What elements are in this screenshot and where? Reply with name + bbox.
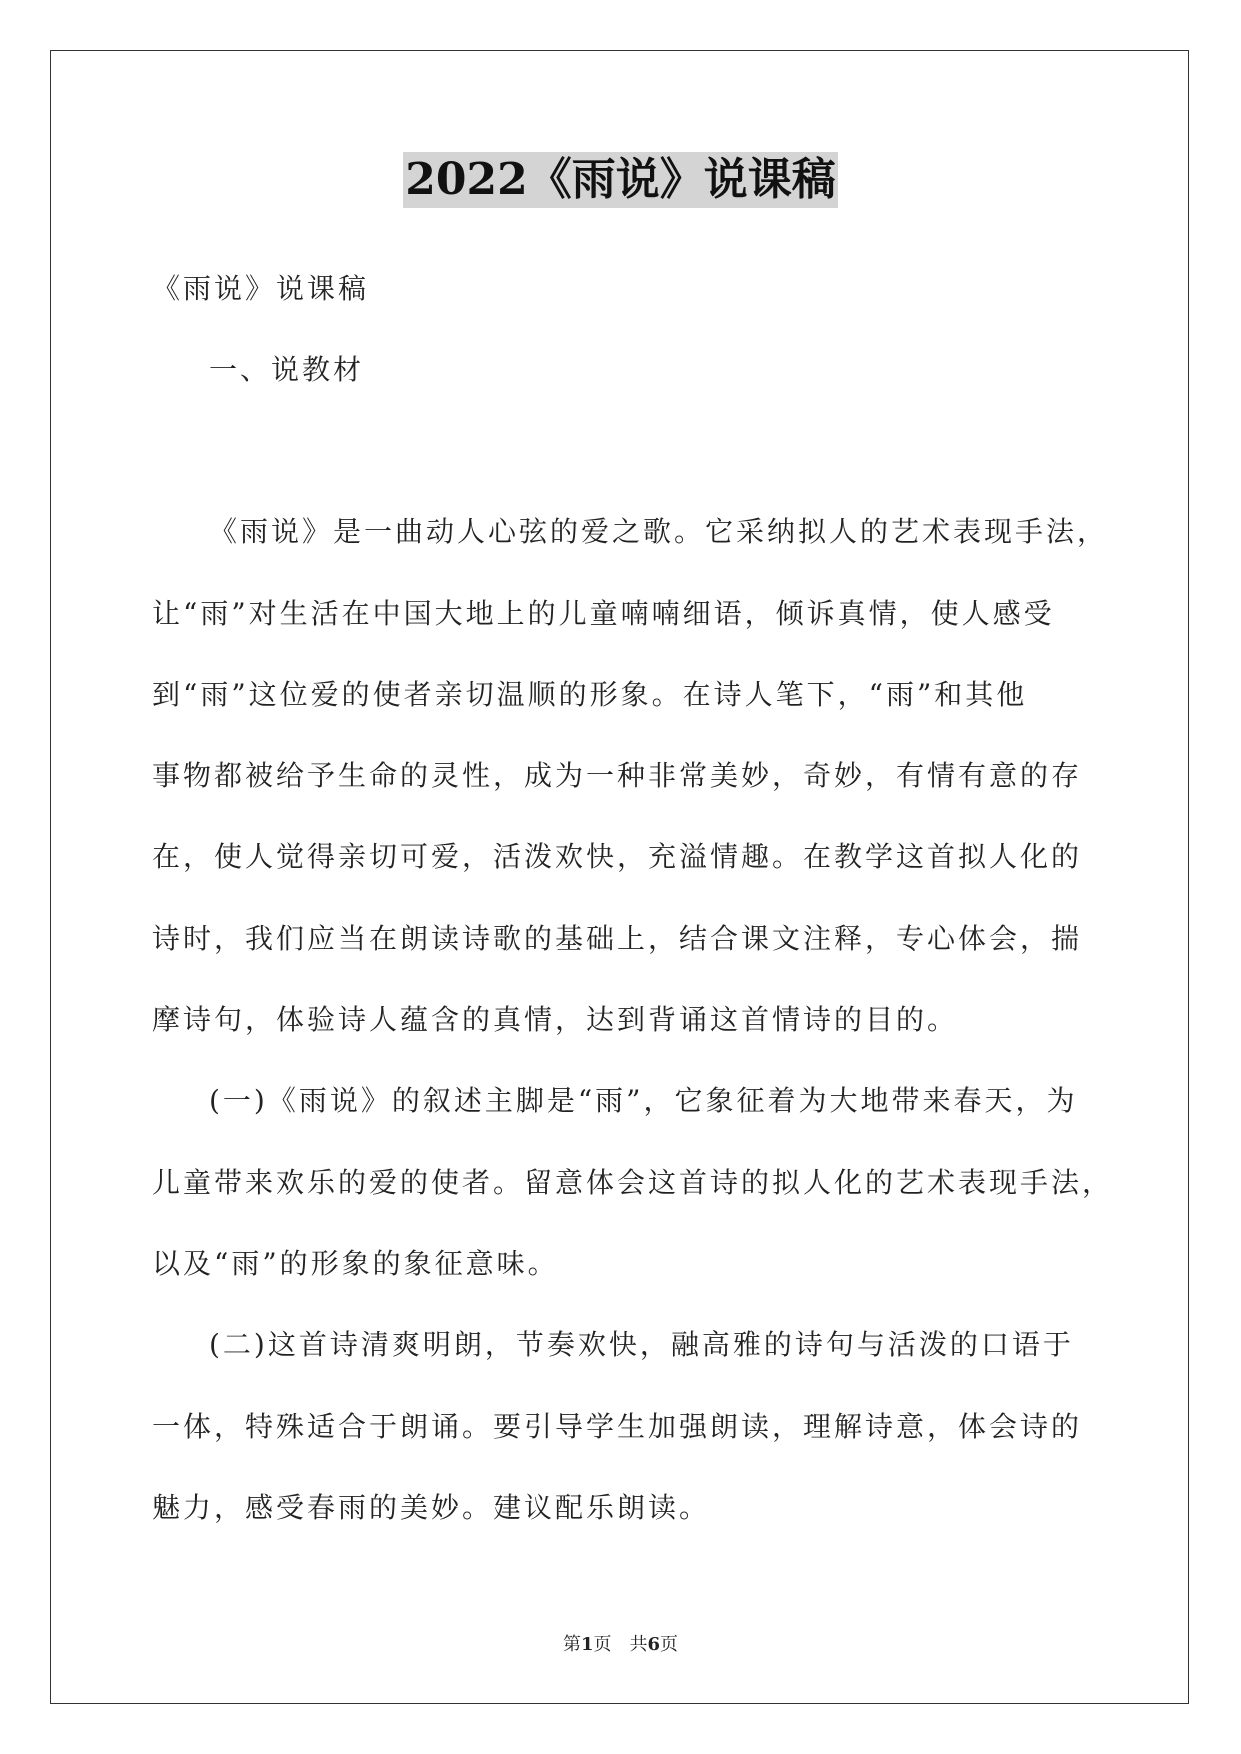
paragraph-line: 《雨说》是一曲动人心弦的爱之歌。它采纳拟人的艺术表现手法， [209, 515, 1109, 548]
paragraph-line: 以及“雨”的形象的象征意味。 [152, 1247, 559, 1280]
footer-prefix: 第 [562, 1634, 581, 1655]
page-footer [0, 1630, 1241, 1656]
footer-suffix: 页 [660, 1634, 679, 1655]
document-subtitle: 《雨说》说课稿 [152, 272, 370, 305]
paragraph-line: 在，使人觉得亲切可爱，活泼欢快，充溢情趣。在教学这首拟人化的 [152, 840, 1083, 873]
paragraph-line: 让“雨”对生活在中国大地上的儿童喃喃细语，倾诉真情，使人感受 [152, 597, 1055, 630]
paragraph-line: 魅力，感受春雨的美妙。建议配乐朗读。 [152, 1491, 711, 1524]
document-title: 2022《雨说》说课稿 [403, 152, 837, 208]
current-page-number: 1 [580, 1634, 594, 1655]
paragraph-line: 到“雨”这位爱的使者亲切温顺的形象。在诗人笔下，“雨”和其他 [152, 678, 1028, 711]
footer-mid: 页 共 [593, 1634, 648, 1655]
paragraph-line: 儿童带来欢乐的爱的使者。留意体会这首诗的拟人化的艺术表现手法， [152, 1166, 1114, 1199]
paragraph-line: 诗时，我们应当在朗读诗歌的基础上，结合课文注释，专心体会，揣 [152, 922, 1083, 955]
section-heading: 一、说教材 [209, 353, 365, 386]
title-block [0, 152, 1241, 208]
paragraph-line: (一)《雨说》的叙述主脚是“雨”，它象征着为大地带来春天，为 [209, 1084, 1078, 1117]
paragraph-line: 一体，特殊适合于朗诵。要引导学生加强朗读，理解诗意，体会诗的 [152, 1410, 1083, 1443]
paragraph-line: 摩诗句，体验诗人蕴含的真情，达到背诵这首情诗的目的。 [152, 1003, 959, 1036]
paragraph-line: 事物都被给予生命的灵性，成为一种非常美妙，奇妙，有情有意的存 [152, 759, 1083, 792]
paragraph-line: (二)这首诗清爽明朗，节奏欢快，融高雅的诗句与活泼的口语于 [209, 1328, 1074, 1361]
total-page-number: 6 [647, 1634, 661, 1655]
